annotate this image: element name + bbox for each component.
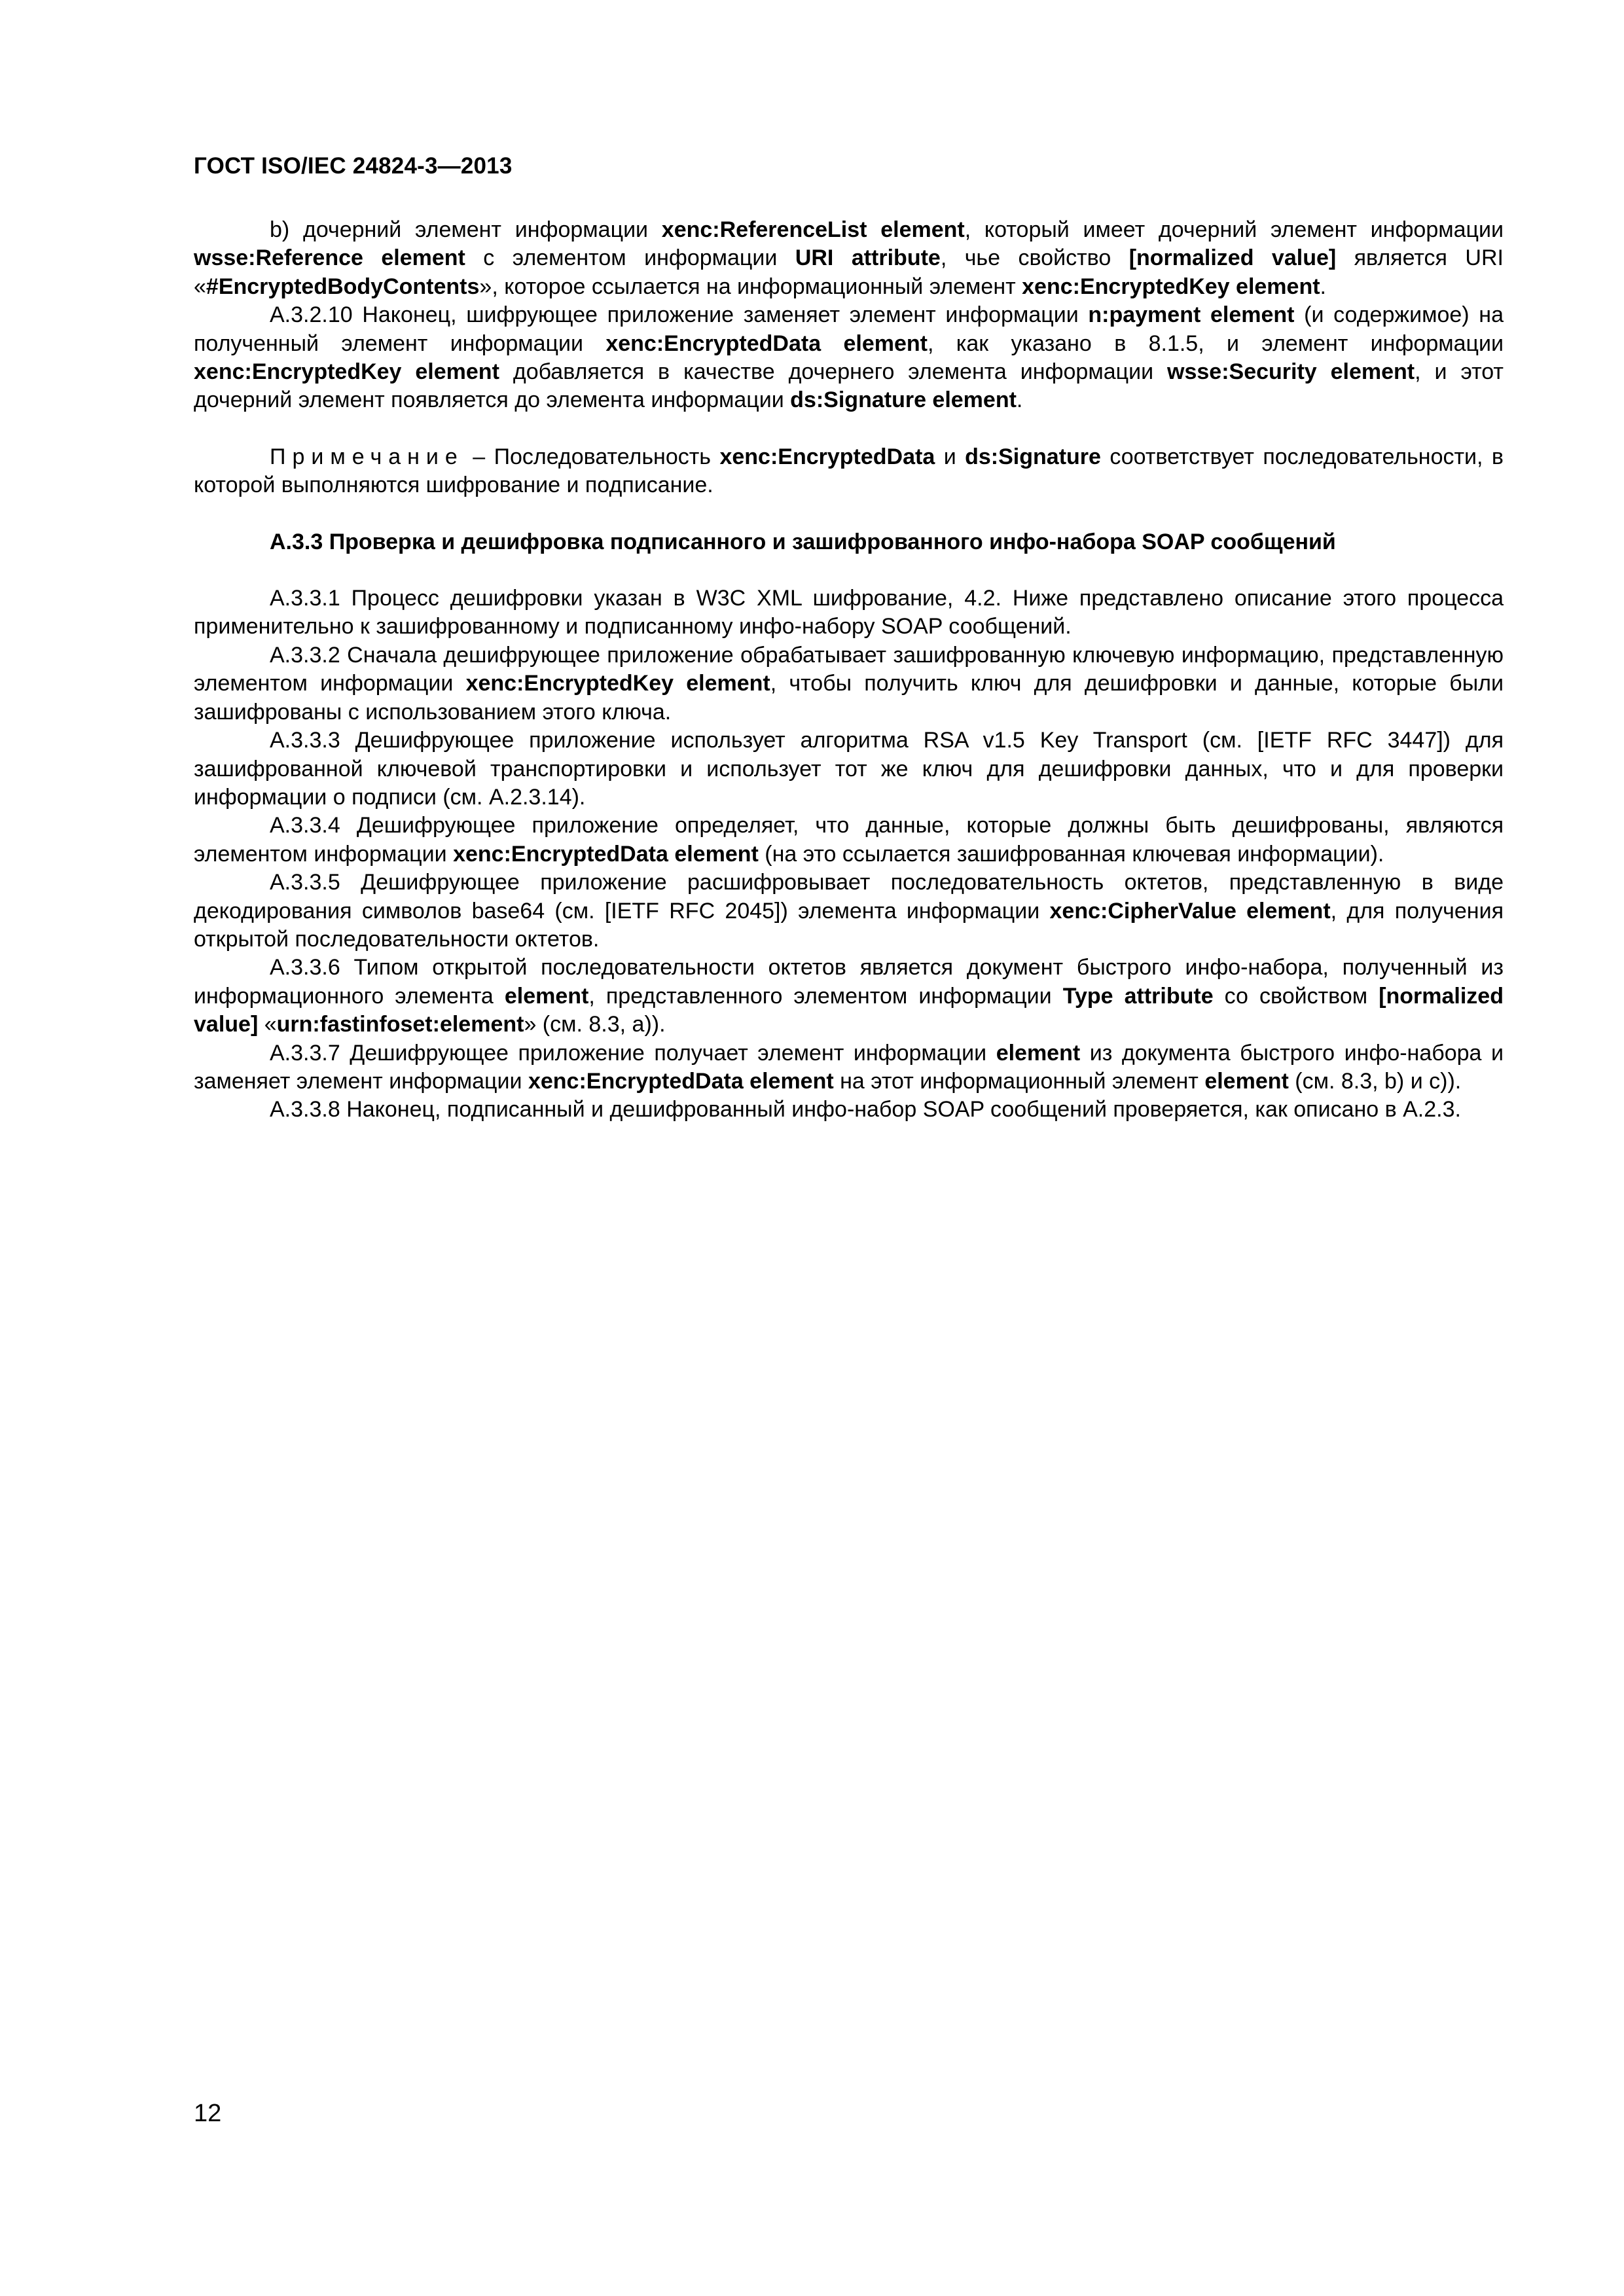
text-run: А.3.3.7 Дешифрующее приложение получает элемент информации <box>270 1040 996 1066</box>
text-run: А.3.3.5 Дешифрующее приложение расшифровывает последовательность октетов, представленную в виде декодирования символов base64 (см. [IETF RFC 2045]) элемента информации <box>194 870 1504 924</box>
text-run: А.3.3.1 Процесс дешифровки указан в W3C XML шифрование, 4.2. Ниже представлено описание этого процесса применительно к зашифрованному и подписанному инфо-набору SOAP сообщений. <box>194 586 1504 639</box>
text-run: А.3.3.6 Типом открытой последовательности октетов является документ быстрого инфо-набора, полученный из информационного элемента <box>194 955 1504 1009</box>
bold-term: urn:fastinfoset:element <box>276 1012 524 1037</box>
page-number: 12 <box>194 2100 222 2127</box>
text-run: , и этот дочерний элемент появляется до элемента информации <box>194 359 1504 413</box>
text-run: , для получения открытой последовательности октетов. <box>194 898 1504 952</box>
text-run: », которое ссылается на информационный элемент <box>479 274 1022 299</box>
text-run: на этот информационный элемент <box>833 1068 1205 1094</box>
bold-term: xenc:EncryptedData <box>719 444 935 469</box>
text-run: (на это ссылается зашифрованная ключевая информации). <box>758 841 1384 867</box>
document-body <box>194 216 1504 1124</box>
text-run: – Последовательность <box>463 444 720 469</box>
text-run: , чтобы получить ключ для дешифровки и данные, которые были зашифрованы с использованием этого ключа. <box>194 671 1504 725</box>
note-paragraph <box>194 443 1504 500</box>
text-run: (см. 8.3, b) и с)). <box>1288 1068 1462 1094</box>
bold-term: wsse:Reference element <box>194 245 465 271</box>
text-run: А.3.3.3 Дешифрующее приложение использует алгоритма RSA v1.5 Key Transport (см. [IETF RFC 3447]) для зашифрованной ключевой транспортировки и использует тот же ключ для дешифровки данных, что и для проверки информации о подписи (см. А.2.3.14). <box>194 728 1504 810</box>
paragraph-a337 <box>194 1039 1504 1096</box>
text-run: . <box>1016 387 1023 413</box>
text-run: и <box>935 444 965 469</box>
text-run: с элементом информации <box>465 245 795 271</box>
text-run: из документа быстрого инфо-набора и заменяет элемент информации <box>194 1040 1504 1094</box>
bold-term: xenc:EncryptedData element <box>528 1068 834 1094</box>
text-run: (и содержимое) на полученный элемент информации <box>194 302 1504 356</box>
paragraph-a3210 <box>194 301 1504 415</box>
text-run: является URI « <box>194 245 1504 299</box>
paragraph-a334 <box>194 812 1504 869</box>
bold-term: xenc:EncryptedKey element <box>465 671 770 696</box>
paragraph-b <box>194 216 1504 301</box>
bold-term: wsse:Security element <box>1167 359 1415 385</box>
paragraph-a331 <box>194 584 1504 641</box>
bold-term: #EncryptedBodyContents <box>206 274 480 299</box>
section-title: А.3.3 Проверка и дешифровка подписанного и зашифрованного инфо-набора SOAP сообщений <box>270 529 1336 554</box>
text-run: , который имеет дочерний элемент информации <box>964 217 1504 242</box>
bold-term: URI attribute <box>795 245 941 271</box>
bold-term: [normalized value] <box>194 983 1504 1037</box>
bold-term: xenc:EncryptedData element <box>453 841 759 867</box>
paragraph-a338 <box>194 1096 1504 1124</box>
text-run: со свойством <box>1213 983 1379 1009</box>
text-run: А.3.3.8 Наконец, подписанный и дешифрованный инфо-набор SOAP сообщений проверяется, как описано в А.2.3. <box>270 1097 1461 1122</box>
bold-term: element <box>996 1040 1081 1066</box>
text-run: , представленного элементом информации <box>588 983 1063 1009</box>
text-run: . <box>1320 274 1326 299</box>
bold-term: Type attribute <box>1062 983 1214 1009</box>
bold-term: element <box>504 983 589 1009</box>
bold-term: xenc:CipherValue element <box>1049 898 1331 924</box>
bold-term: xenc:EncryptedKey element <box>1022 274 1320 299</box>
text-run: А.3.3.2 Сначала дешифрующее приложение обрабатывает зашифрованную ключевую информацию, представленную элементом информации <box>194 642 1504 696</box>
note-label: Примечание <box>270 444 464 469</box>
bold-term: ds:Signature element <box>790 387 1017 413</box>
bold-term: ds:Signature <box>965 444 1101 469</box>
bold-term: element <box>1204 1068 1289 1094</box>
text-run: » (см. 8.3, а)). <box>524 1012 666 1037</box>
text-run: А.3.3.4 Дешифрующее приложение определяет, что данные, которые должны быть дешифрованы, являются элементом информации <box>194 813 1504 867</box>
text-run: А.3.2.10 Наконец, шифрующее приложение заменяет элемент информации <box>270 302 1089 328</box>
paragraph-a333 <box>194 726 1504 812</box>
text-run: , чье свойство <box>940 245 1129 271</box>
text-run: , как указано в 8.1.5, и элемент информации <box>927 331 1504 356</box>
bold-term: xenc:ReferenceList element <box>661 217 965 242</box>
paragraph-a336 <box>194 954 1504 1039</box>
paragraph-a335 <box>194 869 1504 954</box>
text-run: добавляется в качестве дочернего элемента информации <box>499 359 1168 385</box>
text-run: b) дочерний элемент информации <box>270 217 662 242</box>
bold-term: xenc:EncryptedKey element <box>194 359 499 385</box>
bold-term: [normalized value] <box>1128 245 1337 271</box>
bold-term: xenc:EncryptedData element <box>605 331 928 356</box>
text-run: « <box>258 1012 277 1037</box>
text-run: соответствует последовательности, в которой выполняются шифрование и подписание. <box>194 444 1504 498</box>
document-header: ГОСТ ISO/IEC 24824-3—2013 <box>194 153 513 179</box>
paragraph-a332 <box>194 641 1504 726</box>
bold-term: n:payment element <box>1088 302 1295 328</box>
